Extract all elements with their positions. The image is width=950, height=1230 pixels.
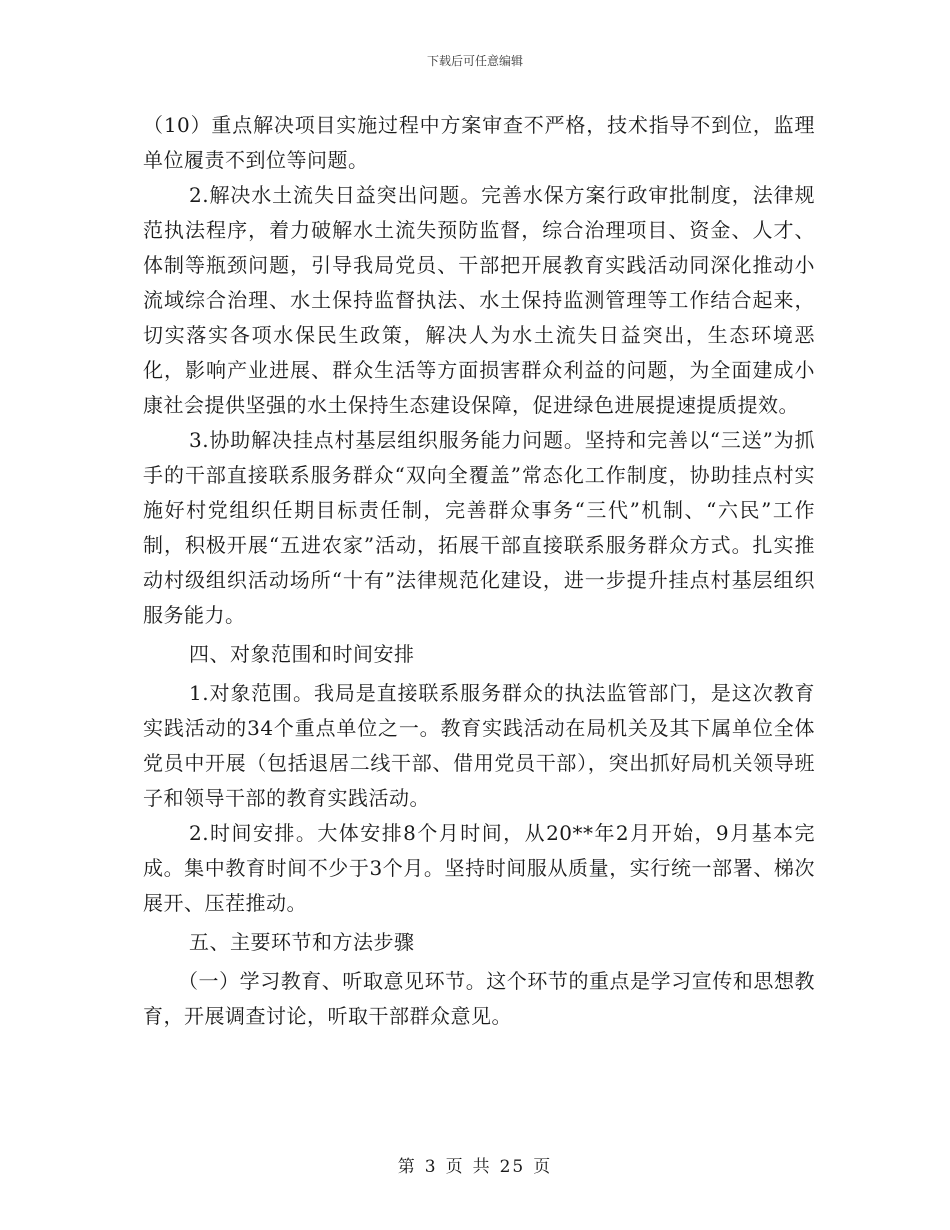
paragraph-schedule: 2.时间安排。大体安排8个月时间，从20**年2月开始，9月基本完成。集中教育时间不少于3个月。坚持时间服从质量，实行统一部署、梯次展开、压茬推动。 xyxy=(143,821,815,915)
page-label-prefix: 第 xyxy=(397,1157,417,1177)
page-label-suffix: 页 xyxy=(533,1157,553,1177)
section-heading-scope-schedule: 四、对象范围和时间安排 xyxy=(189,642,415,666)
section-heading-steps: 五、主要环节和方法步骤 xyxy=(189,930,415,954)
page-header-note: 下载后可任意编辑 xyxy=(426,54,523,68)
paragraph-scope: 1.对象范围。我局是直接联系服务群众的执法监管部门，是这次教育实践活动的34个重点单位之一。教育实践活动在局机关及其下属单位全体党员中开展（包括退居二线干部、借用党员干部），突出抓好局机关领导班子和领导干部的教育实践活动。 xyxy=(143,681,815,810)
paragraph-item-10: （10）重点解决项目实施过程中方案审查不严格，技术指导不到位，监理单位履责不到位等问题。 xyxy=(143,113,815,172)
paragraph-study-phase: （一）学习教育、听取意见环节。这个环节的重点是学习宣传和思想教育，开展调查讨论，听取干部群众意见。 xyxy=(143,969,815,1028)
paragraph-soil-erosion: 2.解决水土流失日益突出问题。完善水保方案行政审批制度，法律规范执法程序，着力破解水土流失预防监督，综合治理项目、资金、人才、体制等瓶颈问题，引导我局党员、干部把开展教育实践活动同深化推动小流域综合治理、水土保持监督执法、水土保持监测管理等工作结合起来，切实落实各项水保民生政策，解决人为水土流失日益突出，生态环境恶化，影响产业进展、群众生活等方面损害群众利益的问题，为全面建成小康社会提供坚强的水土保持生态建设保障，促进绿色进展提速提质提效。 xyxy=(143,183,815,417)
page-number-footer xyxy=(0,1152,950,1177)
page-current: 3 xyxy=(424,1157,438,1177)
paragraph-village-organization: 3.协助解决挂点村基层组织服务能力问题。坚持和完善以“三送”为抓手的干部直接联系服务群众“双向全覆盖”常态化工作制度，协助挂点村实施好村党组织任期目标责任制，完善群众事务“三代”机制、“六民”工作制，积极开展“五进农家”活动，拓展干部直接联系服务群众方式。扎实推动村级组织活动场所“十有”法律规范化建设，进一步提升挂点村基层组织服务能力。 xyxy=(143,428,815,627)
page-label-mid: 页 xyxy=(445,1157,465,1177)
document-body xyxy=(143,108,815,1034)
page-label-total-prefix: 共 xyxy=(472,1157,492,1177)
page-total: 25 xyxy=(499,1157,526,1177)
